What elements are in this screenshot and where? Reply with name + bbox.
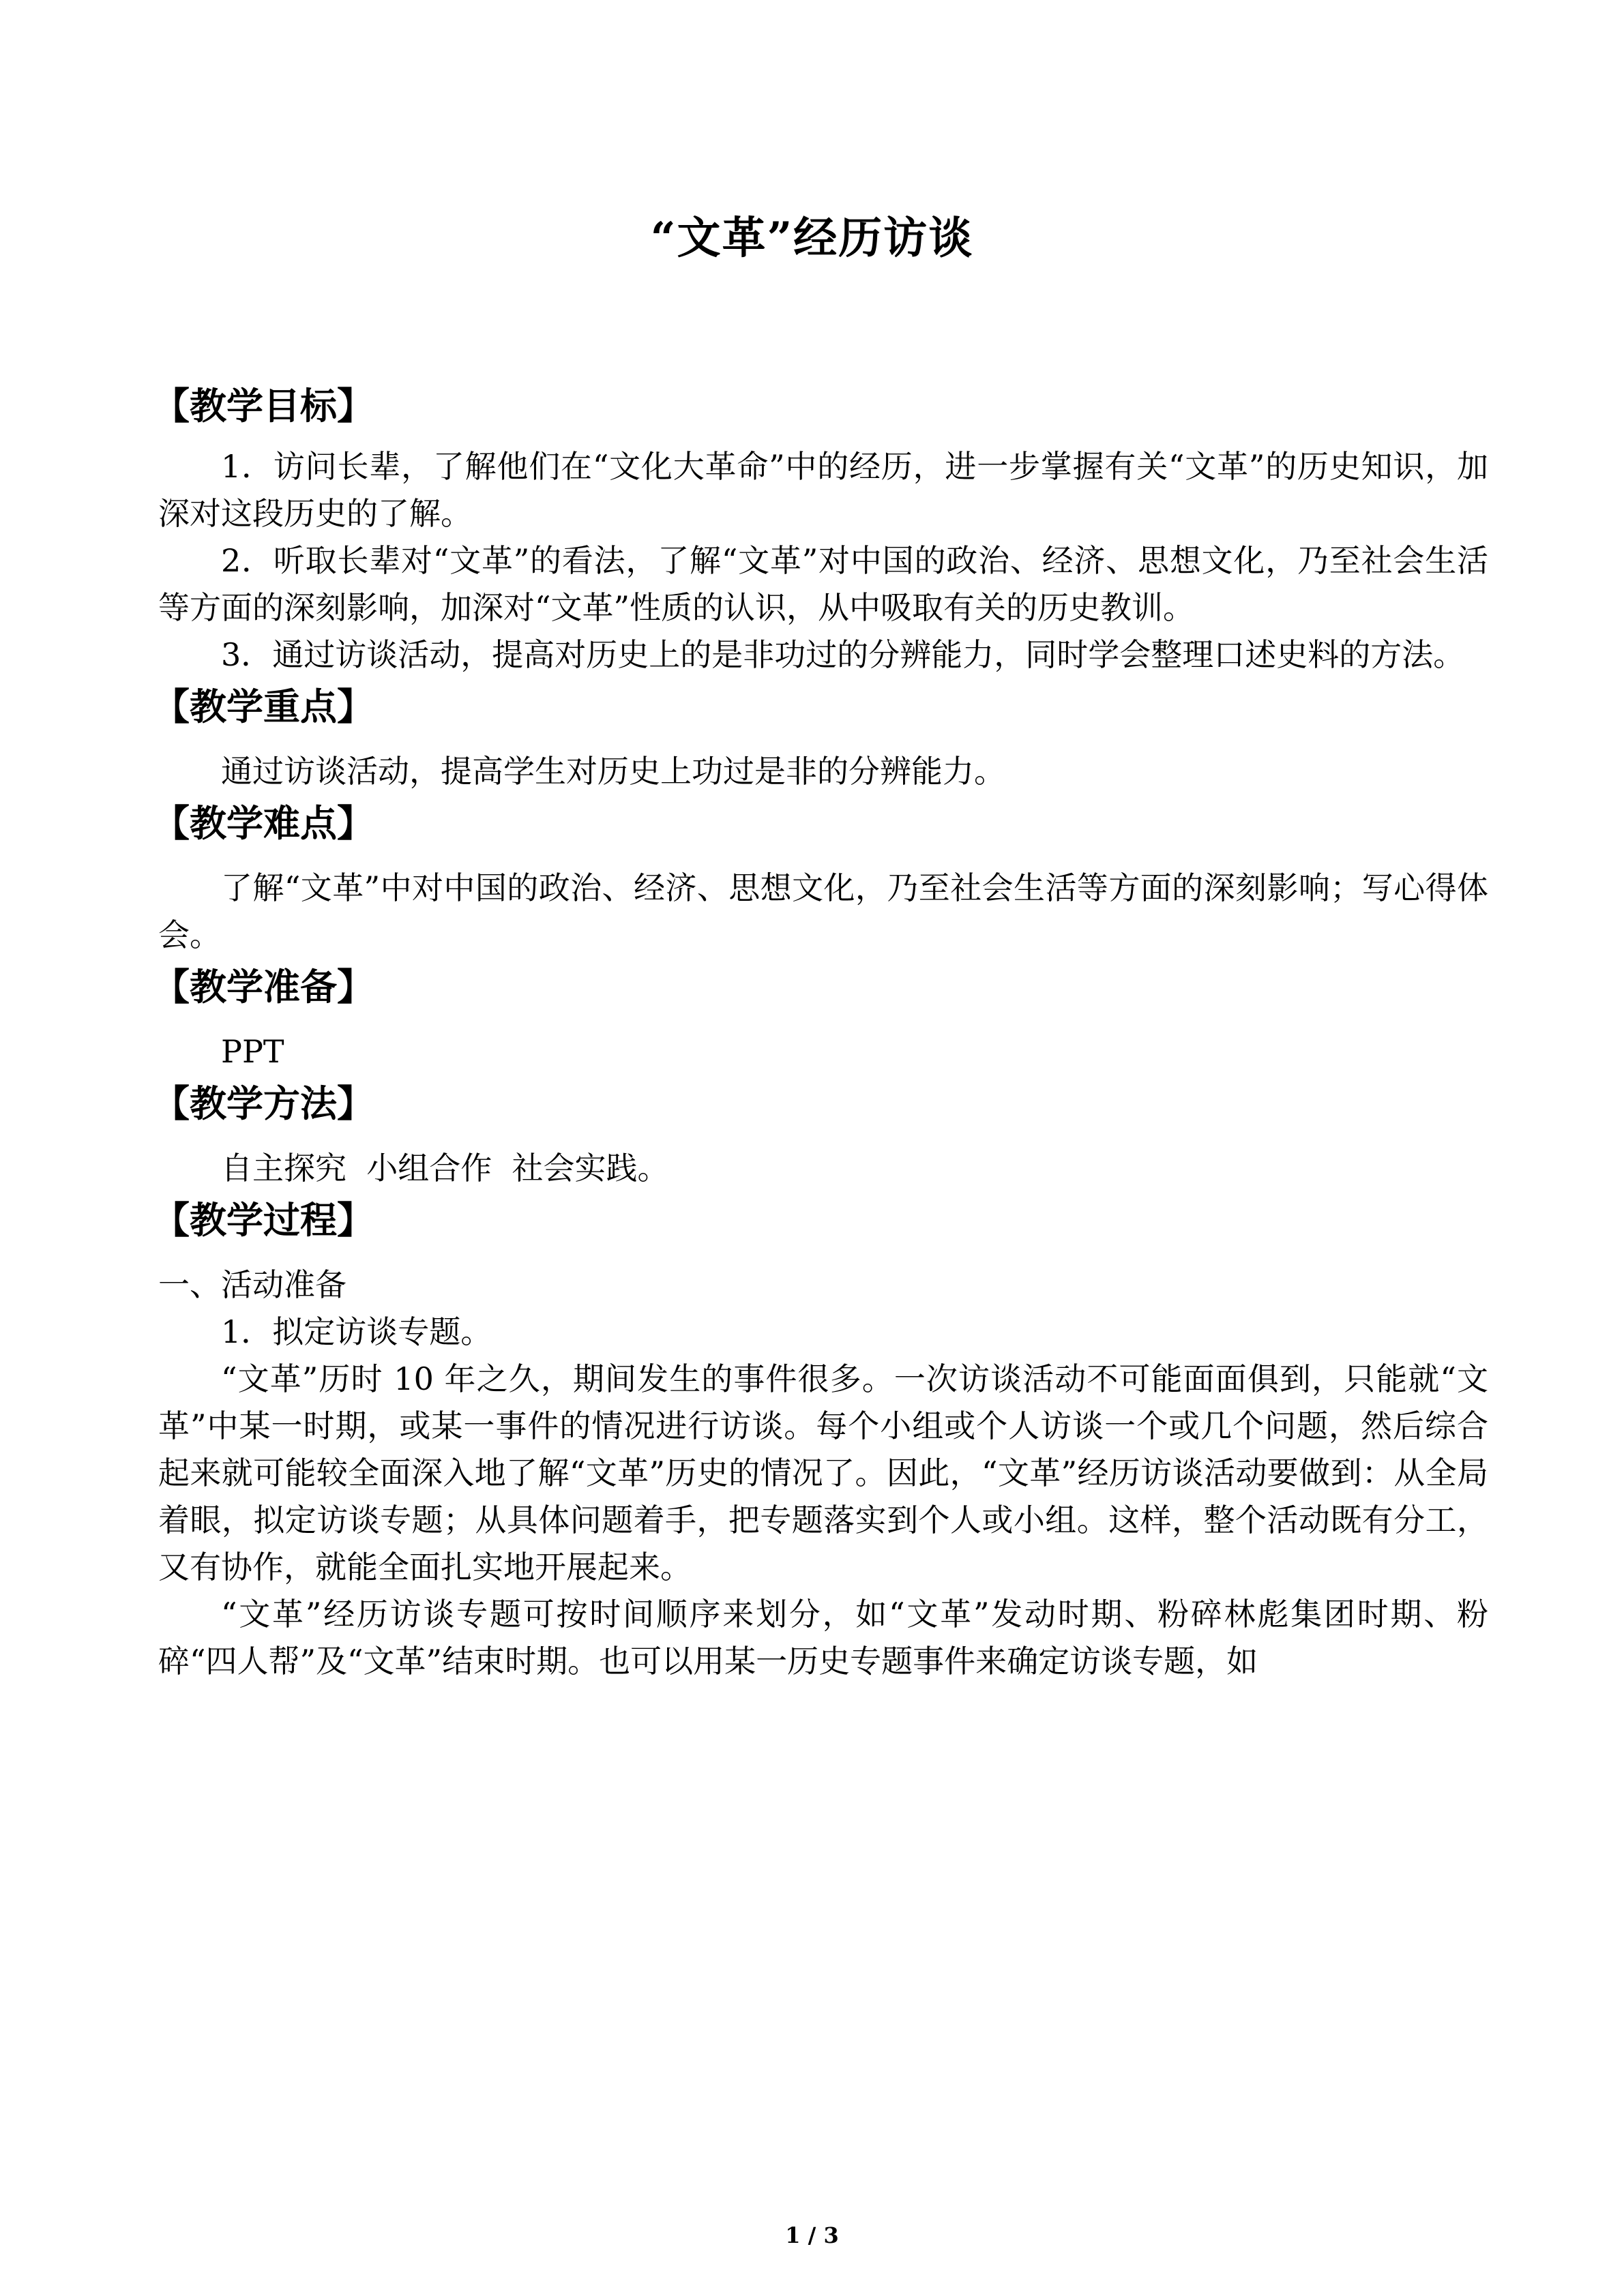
objective-item-1: 1．访问长辈，了解他们在“文化大革命”中的经历，进一步掌握有关“文革”的历史知识，加深对这段历史的了解。 xyxy=(158,448,1488,532)
heading-methods: 【教学方法】 xyxy=(153,1082,374,1125)
process-subheading: 一、活动准备 xyxy=(158,1266,346,1303)
methods-text: 自主探究 小组合作 社会实践。 xyxy=(221,1150,669,1187)
heading-key-points: 【教学重点】 xyxy=(153,685,374,728)
heading-difficulties: 【教学难点】 xyxy=(153,801,374,845)
objective-item-3: 3．通过访谈活动，提高对历史上的是非功过的分辨能力，同时学会整理口述史料的方法。 xyxy=(221,636,1465,673)
preparation-text: PPT xyxy=(221,1033,284,1070)
document-body xyxy=(153,382,1488,1685)
process-paragraph-1: “文革”历时 10 年之久，期间发生的事件很多。一次访谈活动不可能面面俱到，只能就“文革”中某一时期，或某一事件的情况进行访谈。每个小组或个人访谈一个或几个问题，然后综合起来就可能较全面深入地了解“文革”历史的情况了。因此，“文革”经历访谈活动要做到：从全局着眼，拟定访谈专题；从具体问题着手，把专题落实到个人或小组。这样，整个活动既有分工，又有协作，就能全面扎实地开展起来。 xyxy=(158,1360,1488,1585)
heading-preparation: 【教学准备】 xyxy=(153,965,374,1009)
heading-objectives: 【教学目标】 xyxy=(153,384,374,428)
heading-process: 【教学过程】 xyxy=(153,1198,374,1242)
process-paragraph-2: “文革”经历访谈专题可按时间顺序来划分，如“文革”发动时期、粉碎林彪集团时期、粉碎“四人帮”及“文革”结束时期。也可以用某一历史专题事件来确定访谈专题，如 xyxy=(158,1596,1488,1680)
process-step-1: 1．拟定访谈专题。 xyxy=(221,1313,492,1350)
key-points-text: 通过访谈活动，提高学生对历史上功过是非的分辨能力。 xyxy=(221,753,1005,790)
difficulties-text: 了解“文革”中对中国的政治、经济、思想文化，乃至社会生活等方面的深刻影响；写心得体会。 xyxy=(158,869,1488,953)
page-number: 1 / 3 xyxy=(785,2222,839,2248)
document-title: “文革”经历访谈 xyxy=(650,213,974,264)
objective-item-2: 2．听取长辈对“文革”的看法，了解“文革”对中国的政治、经济、思想文化，乃至社会生活等方面的深刻影响，加深对“文革”性质的认识，从中吸取有关的历史教训。 xyxy=(158,542,1488,626)
